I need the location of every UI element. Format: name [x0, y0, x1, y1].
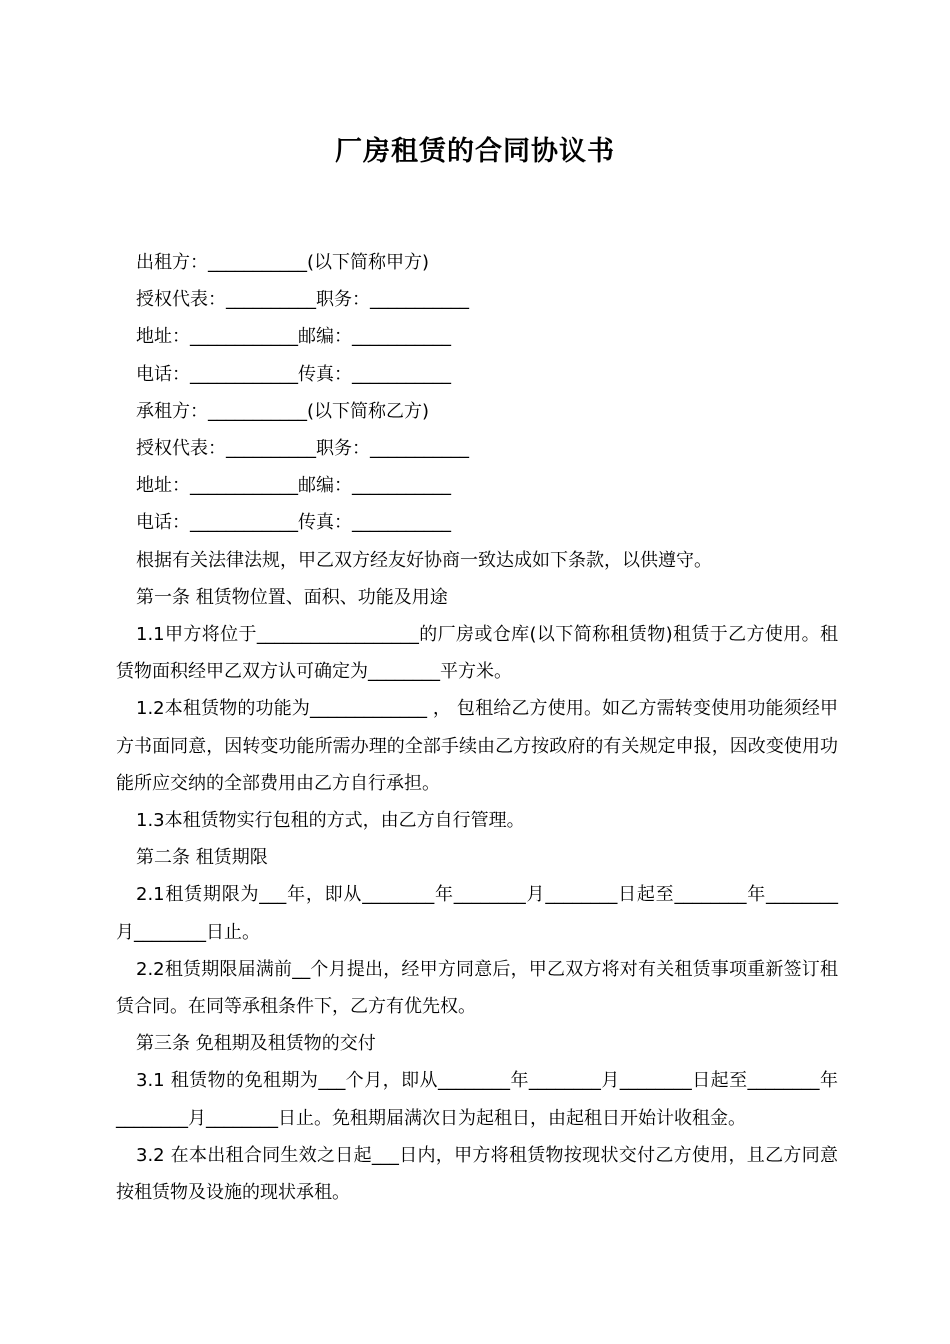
- clause-2-2: 2.2租赁期限届满前__个月提出，经甲方同意后，甲乙双方将对有关租赁事项重新签订租赁合同。在同等承租条件下，乙方有优先权。: [116, 958, 838, 1018]
- lessee-line: 承租方：___________(以下简称乙方): [136, 400, 430, 422]
- clause-2-1: 2.1租赁期限为___年，即从________年________月________日起至________年________月________日止。: [116, 884, 838, 943]
- article-2-heading: 第二条 租赁期限: [136, 847, 268, 869]
- clause-1-3: 1.3本租赁物实行包租的方式，由乙方自行管理。: [136, 810, 525, 832]
- preamble-line: 根据有关法律法规，甲乙双方经友好协商一致达成如下条款，以供遵守。: [136, 549, 712, 571]
- document-body: [116, 244, 838, 1211]
- clause-3-2: 3.2 在本出租合同生效之日起___日内，甲方将租赁物按现状交付乙方使用，且乙方同意按租赁物及设施的现状承租。: [116, 1144, 838, 1204]
- clause-1-2: 1.2本租赁物的功能为_____________ ， 包租给乙方使用。如乙方需转变使用功能须经甲方书面同意，因转变功能所需办理的全部手续由乙方按政府的有关规定申报，因改变使用功能所应交纳的全部费用由乙方自行承担。: [116, 698, 838, 794]
- lessee-representative-line: 授权代表：__________职务：___________: [136, 438, 469, 460]
- lessor-line: 出租方：___________(以下简称甲方): [136, 252, 430, 273]
- lessee-phone-line: 电话：____________传真：___________: [136, 512, 451, 534]
- article-1-heading: 第一条 租赁物位置、面积、功能及用途: [136, 586, 448, 608]
- clause-3-1: 3.1 租赁物的免租期为___个月，即从________年________月________日起至________年________月________日止。免租期届满次日为起租日，由起租日开始计收租金。: [116, 1070, 838, 1129]
- lessor-representative-line: 授权代表：__________职务：___________: [136, 289, 469, 311]
- lessor-address-line: 地址：____________邮编：___________: [136, 326, 451, 348]
- clause-1-1: 1.1甲方将位于__________________的厂房或仓库(以下简称租赁物)租赁于乙方使用。租赁物面积经甲乙双方认可确定为________平方米。: [116, 624, 838, 683]
- article-3-heading: 第三条 免租期及租赁物的交付: [136, 1033, 376, 1055]
- lessee-address-line: 地址：____________邮编：___________: [136, 475, 451, 497]
- lessor-phone-line: 电话：____________传真：___________: [136, 363, 451, 385]
- document-title: 厂房租赁的合同协议书: [335, 136, 615, 167]
